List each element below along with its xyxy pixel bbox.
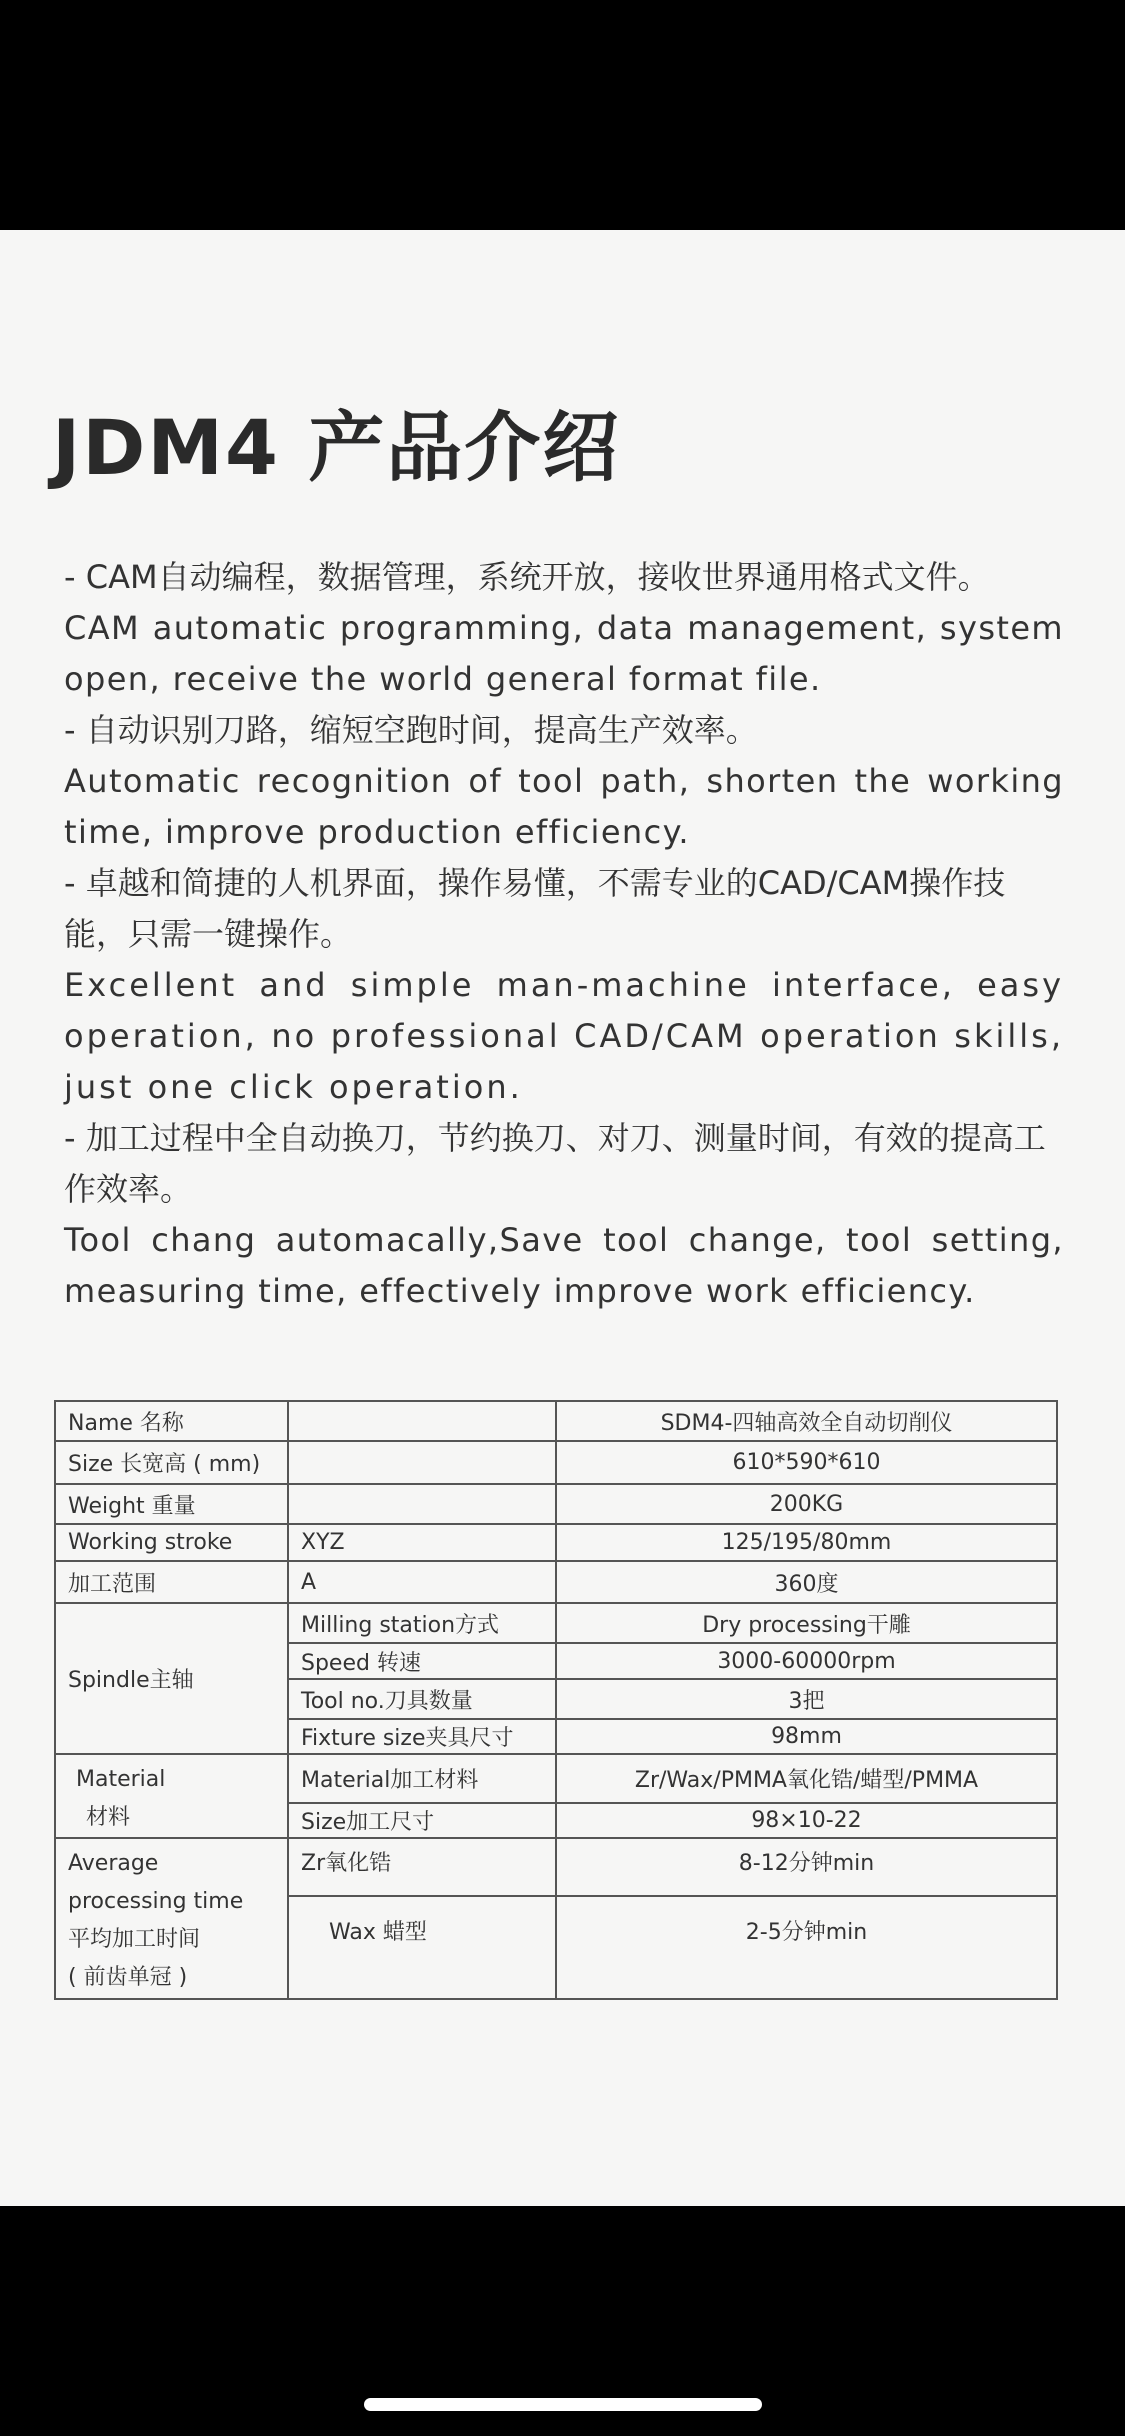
feature-en: Excellent and simple man-machine interface, easy operation, no professional CAD/CAM operation skills, just one click operation. [64,966,1064,1106]
product-sheet [0,230,1125,2206]
cell: Dry processing干雕 [556,1603,1057,1643]
cell: 8-12分钟min [556,1838,1057,1896]
cell: 加工范围 [55,1561,288,1603]
cell: Material加工材料 [288,1754,556,1803]
avg-label: Average [68,1851,159,1876]
cell [288,1441,556,1484]
material-label-en: Material [76,1767,166,1792]
cell: 125/195/80mm [556,1524,1057,1561]
feature-zh: - 加工过程中全自动换刀，节约换刀、对刀、测量时间，有效的提高工作效率。 [64,1119,1046,1208]
feature-zh: - CAM自动编程，数据管理，系统开放，接收世界通用格式文件。 [64,558,990,596]
cell: 200KG [556,1484,1057,1524]
avg-label: ( 前齿单冠 ) [68,1965,188,1990]
cell [55,1838,288,1999]
cell: Speed 转速 [288,1643,556,1679]
cell: 2-5分钟min [556,1896,1057,1999]
cell: 610*590*610 [556,1441,1057,1484]
cell: Fixture size夹具尺寸 [288,1719,556,1754]
feature-en: Automatic recognition of tool path, shorten the working time, improve production efficiency. [64,762,1064,851]
cell: XYZ [288,1524,556,1561]
spec-table [54,1400,1058,2000]
cell [288,1484,556,1524]
table-row [55,1754,1057,1803]
cell: Tool no.刀具数量 [288,1679,556,1719]
table-row [55,1603,1057,1643]
cell: Wax 蜡型 [288,1896,556,1999]
cell: Size 长宽高 ( mm) [55,1441,288,1484]
page-title: JDM4 产品介绍 [52,403,621,492]
cell: A [288,1561,556,1603]
home-indicator[interactable] [364,2398,762,2411]
feature-zh: - 卓越和简捷的人机界面，操作易懂，不需专业的CAD/CAM操作技能，只需一键操作。 [64,864,1006,953]
table-row [55,1441,1057,1484]
table-row [55,1838,1057,1896]
cell [55,1754,288,1838]
cell: 98mm [556,1719,1057,1754]
table-row [55,1524,1057,1561]
cell: Spindle主轴 [55,1603,288,1754]
avg-label: 平均加工时间 [68,1927,201,1952]
avg-label: processing time [68,1889,244,1914]
table-row [55,1484,1057,1524]
cell: 360度 [556,1561,1057,1603]
cell: SDM4-四轴高效全自动切削仪 [556,1401,1057,1441]
cell: Name 名称 [55,1401,288,1441]
table-row [55,1401,1057,1441]
cell: 3把 [556,1679,1057,1719]
feature-en: CAM automatic programming, data management, system open, receive the world general format file. [64,609,1064,698]
cell: Size加工尺寸 [288,1803,556,1838]
feature-list [64,552,1064,1317]
cell: Working stroke [55,1524,288,1561]
material-label-zh: 材料 [86,1805,131,1830]
cell [288,1401,556,1441]
feature-zh: - 自动识别刀路，缩短空跑时间，提高生产效率。 [64,711,758,749]
cell: Weight 重量 [55,1484,288,1524]
table-row [55,1561,1057,1603]
cell: Milling station方式 [288,1603,556,1643]
cell: Zr氧化锆 [288,1838,556,1896]
cell: Zr/Wax/PMMA氧化锆/蜡型/PMMA [556,1754,1057,1803]
cell: 3000-60000rpm [556,1643,1057,1679]
feature-en: Tool chang automacally,Save tool change, tool setting, measuring time, effectively improve work efficiency. [64,1221,1064,1310]
cell: 98×10-22 [556,1803,1057,1838]
